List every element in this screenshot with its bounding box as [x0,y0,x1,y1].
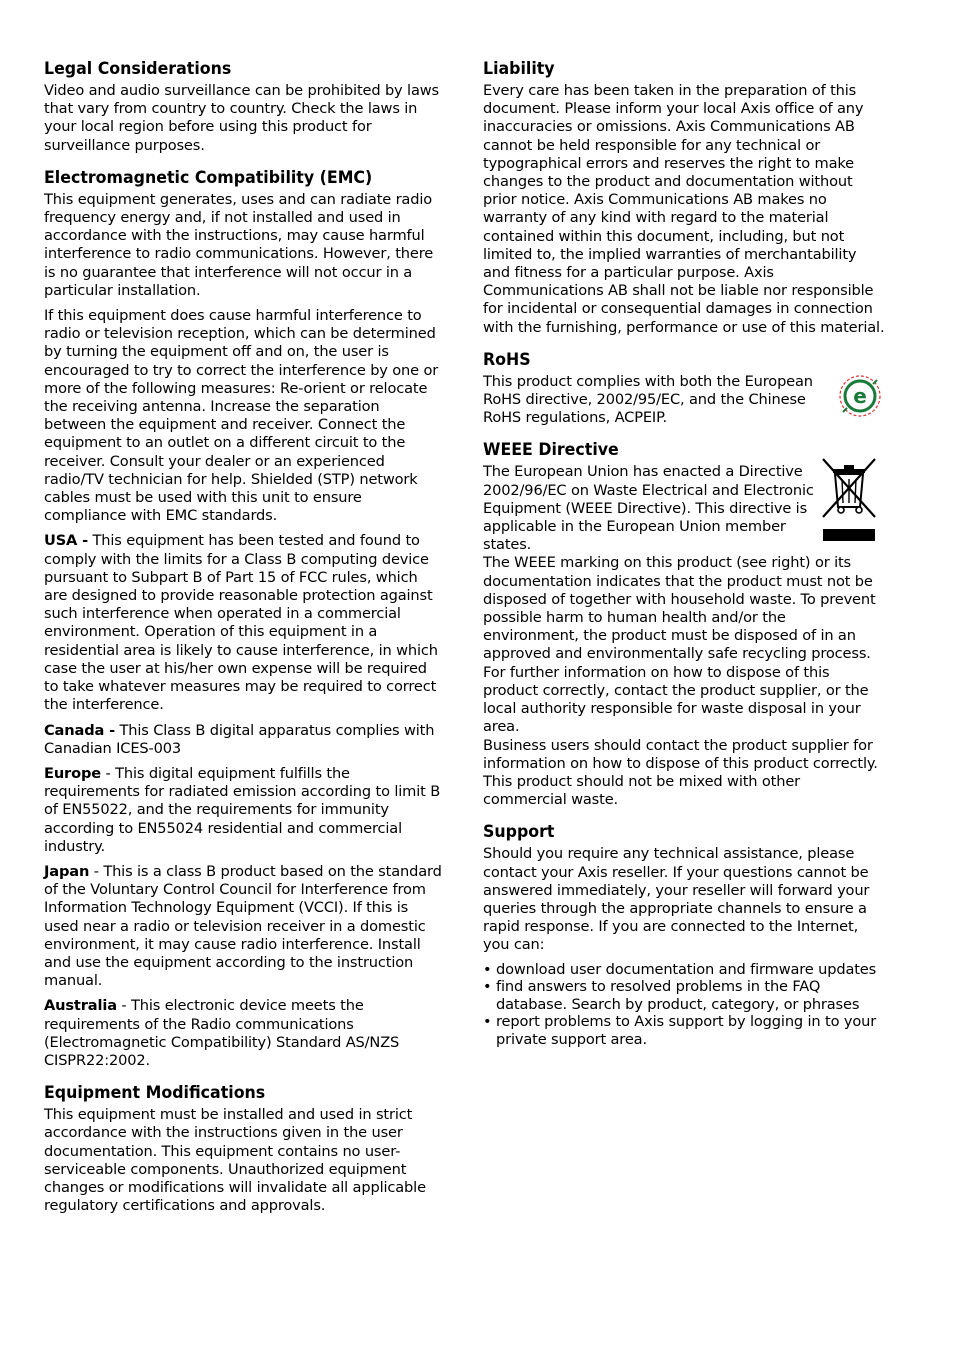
modifications-heading: Equipment Modifications [44,1083,266,1104]
australia-label: Australia [44,997,117,1015]
weee-paragraph-3: Business users should contact the product supplier for information on how to dispose of this product correctly. This product should not be mixed with other commercial waste. [483,736,878,809]
liability-body: Every care has been taken in the preparation of this document. Please inform your local Axis office of any inaccuracies or omissions. Axis Communications AB cannot be held responsible for any technical or typographical errors and reserves the right to make changes to the product and documentation without prior notice. Axis Communications AB makes no warranty of any kind with regard to the material contained within this document, including, but not limited to, the implied warranties of merchantability and fitness for a particular purpose. Axis Communications AB shall not be liable nor responsible for incidental or consequential damages in connection with the furnishing, performance or use of this material. [483,82,885,336]
canada-text: This Class B digital apparatus complies with Canadian ICES-003 [44,721,435,757]
emc-paragraph-1: This equipment generates, uses and can radiate radio frequency energy and, if not installed and used in accordance with the instructions, may cause harmful interference to radio communications. However, there is no guarantee that interference will not occur in a particular installation. [44,190,434,299]
australia-text: - This electronic device meets the requirements of the Radio communications (Electromagnetic Compatibility) Standard AS/NZS CISPR22:2002. [44,997,400,1069]
support-heading: Support [483,822,555,843]
rohs-block [483,373,885,428]
svg-text:e: e [853,383,867,408]
modifications-body: This equipment must be installed and used in strict accordance with the instructions given in the user documentation. This equipment contains no user-serviceable components. Unauthorized equipment changes or modifications will invalidate all applicable regulatory certifications and approvals. [44,1106,426,1215]
weee-paragraph-2: The WEEE marking on this product (see right) or its documentation indicates that the product must not be disposed of together with household waste. To prevent possible harm to human health and/or the environment, the product must be disposed of in an approved and environmentally safe recycling process. For further information on how to dispose of this product correctly, contact the product supplier, or the local authority responsible for waste disposal in your area. [483,554,876,736]
liability-heading: Liability [483,59,555,79]
support-list [483,961,885,1049]
europe-label: Europe [44,764,102,782]
japan-label: Japan [44,862,90,880]
rohs-e-icon [837,373,883,419]
canada-label: Canada - [44,721,116,739]
support-body: Should you require any technical assistance, please contact your Axis reseller. If your questions cannot be answered immediately, your reseller will forward your queries through the appropriate channels to ensure a rapid response. If you are connected to the Internet, you can: [483,845,870,954]
usa-label: USA - [44,532,89,550]
japan-text: - This is a class B product based on the standard of the Voluntary Control Council for Interference from Information Technology Equipment (VCCI). If this is used near a radio or television receiver in a domestic environment, it may cause radio interference. Install and use the equipment according to the instruction manual. [44,862,442,990]
weee-heading: WEEE Directive [483,440,619,461]
rohs-heading: RoHS [483,349,531,370]
emc-paragraph-2: If this equipment does cause harmful interference to radio or television reception, which can be determined by turning the equipment off and on, the user is encouraged to try to correct the interference by one or more of the following measures: Re-orient or relocate the receiving antenna. Increase the separation between the equipment and receiver. Connect the equipment to an outlet on a different circuit to the receiver. Consult your dealer or an experienced radio/TV technician for help. Shielded (STP) network cables must be used with this unit to ensure compliance with EMC standards. [44,307,439,525]
emc-japan [44,863,444,990]
right-column [483,58,885,1049]
usa-text: This equipment has been tested and found to comply with the limits for a Class B computing device pursuant to Subpart B of Part 15 of FCC rules, which are designed to provide reasonable protection against such interference when operated in a commercial environment. Operation of this equipment in a residential area is likely to cause interference, in which case the user at his/her own expense will be required to take whatever measures may be required to correct the interference. [44,532,438,714]
emc-usa [44,532,444,714]
list-item: • report problems to Axis support by logging in to your private support area. [483,1013,885,1048]
weee-block [483,463,885,554]
legal-heading: Legal Considerations [44,59,232,79]
left-column [44,58,444,1215]
europe-text: - This digital equipment fulfills the requirements for radiated emission according to limit B of EN55022, and the requirements for immunity according to EN55024 residential and commercial industry. [44,764,441,855]
list-item: • download user documentation and firmware updates [483,961,885,979]
crossed-out-bin-icon [819,455,879,545]
rohs-body: This product complies with both the European RoHS directive, 2002/95/EC, and the Chinese RoHS regulations, ACPEIP. [483,372,813,427]
emc-australia [44,997,444,1070]
emc-europe [44,765,444,856]
weee-paragraph-1: The European Union has enacted a Directive 2002/96/EC on Waste Electrical and Electronic Equipment (WEEE Directive). This directive is applicable in the European Union member states. [483,463,814,554]
emc-heading: Electromagnetic Compatibility (EMC) [44,167,373,188]
legal-body: Video and audio surveillance can be prohibited by laws that vary from country to country. Check the laws in your local region before using this product for surveillance purposes. [44,82,439,154]
emc-canada [44,722,444,758]
list-item: • find answers to resolved problems in the FAQ database. Search by product, category, or phrases [483,978,885,1013]
